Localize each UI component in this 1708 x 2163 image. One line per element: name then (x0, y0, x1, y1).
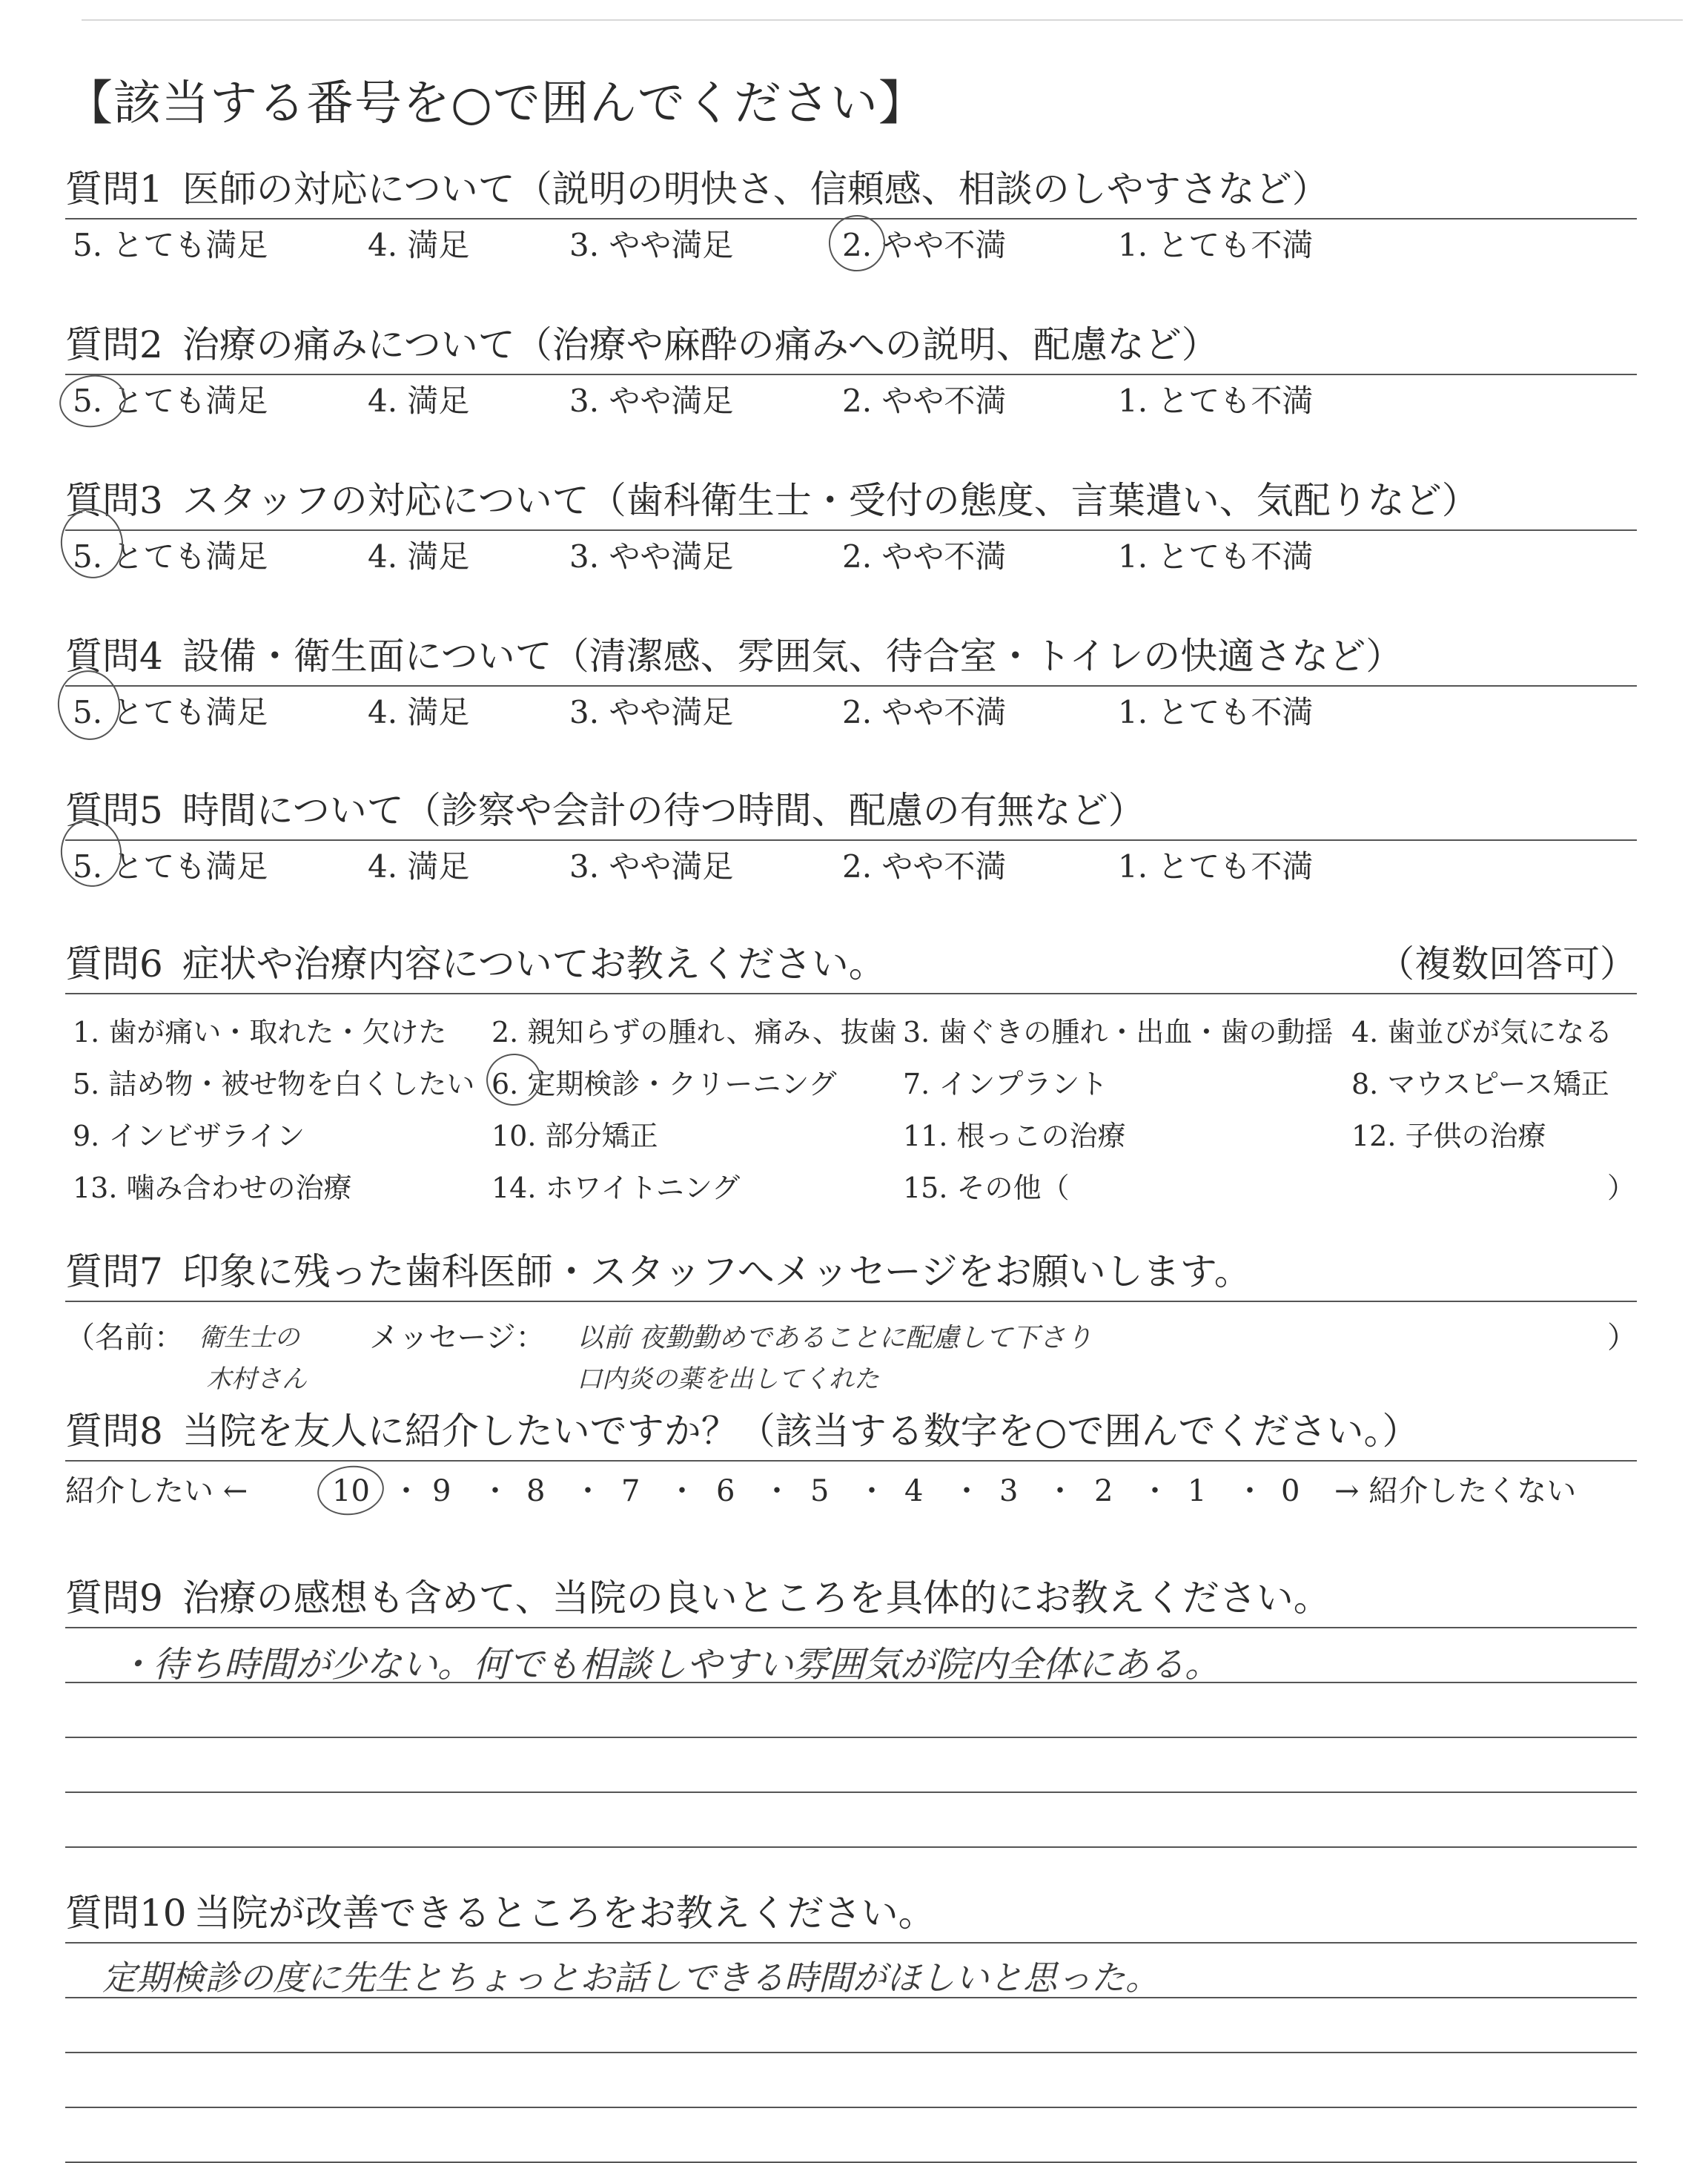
option-3[interactable]: 3. やや満足 (569, 694, 734, 730)
rating-options (65, 687, 1637, 739)
scale-dot: ・ (762, 1474, 792, 1508)
option-1[interactable]: 1. とても不満 (1118, 538, 1314, 575)
scale-dot: ・ (1235, 1474, 1265, 1508)
scale-dot: ・ (391, 1474, 421, 1508)
symptom-option[interactable]: 10. 部分矯正 (491, 1120, 658, 1152)
scale-value[interactable]: 3 (999, 1474, 1019, 1508)
scale-value[interactable]: 6 (716, 1474, 735, 1508)
option-1[interactable]: 1. とても不満 (1118, 383, 1314, 419)
symptom-option[interactable]: 13. 噛み合わせの治療 (73, 1172, 352, 1204)
option-5[interactable]: 5. とても満足 (73, 694, 268, 730)
option-4[interactable]: 4. 満足 (368, 694, 470, 730)
question-title: 設備・衛生面について（清潔感、雰囲気、待合室・トイレの快適さなど） (182, 635, 1403, 678)
scale-value[interactable]: 10 (332, 1474, 370, 1508)
page-header: 【該当する番号を○で囲んでください】 (65, 76, 927, 131)
question-number: 質問4 (65, 635, 163, 678)
scale-right-label: → 紹介したくない (1334, 1474, 1577, 1508)
option-2[interactable]: 2. やや不満 (842, 538, 1007, 575)
answer-line (65, 1942, 1637, 1944)
symptom-option[interactable]: 9. インビザライン (73, 1120, 305, 1152)
option-5[interactable]: 5. とても満足 (73, 383, 268, 419)
symptom-option[interactable]: 8. マウスピース矯正 (1351, 1068, 1609, 1100)
message-value[interactable]: 以前 夜勤勤めであることに配慮して下さり (577, 1323, 1093, 1353)
answer-line (65, 1737, 1637, 1738)
option-2[interactable]: 2. やや不満 (842, 694, 1007, 730)
question-title: 治療の痛みについて（治療や麻酔の痛みへの説明、配慮など） (182, 323, 1219, 366)
scale-value[interactable]: 0 (1281, 1474, 1300, 1508)
option-3[interactable]: 3. やや満足 (569, 538, 734, 575)
name-value[interactable]: 衛生士の (199, 1323, 299, 1353)
name-value[interactable]: 木村さん (206, 1364, 307, 1394)
question-6 (65, 938, 1637, 1202)
option-5[interactable]: 5. とても満足 (73, 538, 268, 575)
option-2[interactable]: 2. やや不満 (842, 227, 1007, 263)
option-4[interactable]: 4. 満足 (368, 383, 470, 419)
scale-value[interactable]: 5 (810, 1474, 830, 1508)
scale-value[interactable]: 8 (526, 1474, 546, 1508)
option-4[interactable]: 4. 満足 (368, 848, 470, 885)
symptom-option[interactable]: 2. 親知らずの腫れ、痛み、抜歯 (491, 1016, 897, 1049)
option-4[interactable]: 4. 満足 (368, 227, 470, 263)
scale-value[interactable]: 2 (1094, 1474, 1113, 1508)
scale-dot: ・ (480, 1474, 510, 1508)
question-number: 質問6 (65, 942, 163, 985)
question-5 (65, 785, 1637, 893)
other-close-paren: ） (1607, 1172, 1636, 1204)
answer-line (65, 1792, 1637, 1793)
symptom-option[interactable]: 5. 詰め物・被せ物を白くしたい (73, 1068, 475, 1100)
option-5[interactable]: 5. とても満足 (73, 848, 268, 885)
question-2 (65, 319, 1637, 427)
symptom-option[interactable]: 4. 歯並びが気になる (1351, 1016, 1613, 1049)
option-4[interactable]: 4. 満足 (368, 538, 470, 575)
good-points-answer[interactable]: ・待ち時間が少ない。何でも相談しやすい雰囲気が院内全体にある。 (117, 1644, 1221, 1685)
question-number: 質問3 (65, 479, 163, 522)
symptom-option[interactable]: 15. その他（ (903, 1172, 1070, 1204)
symptom-option[interactable]: 14. ホワイトニング (491, 1172, 741, 1204)
symptom-option[interactable]: 11. 根っこの治療 (903, 1120, 1126, 1152)
question-number: 質問1 (65, 168, 163, 211)
scale-value[interactable]: 9 (432, 1474, 451, 1508)
option-3[interactable]: 3. やや満足 (569, 383, 734, 419)
question-title: 治療の感想も含めて、当院の良いところを具体的にお教えください。 (182, 1576, 1331, 1619)
question-title: 当院が改善できるところをお教えください。 (193, 1892, 936, 1935)
option-2[interactable]: 2. やや不満 (842, 383, 1007, 419)
question-1 (65, 163, 1637, 271)
option-5[interactable]: 5. とても満足 (73, 227, 268, 263)
rating-options (65, 219, 1637, 271)
symptom-option[interactable]: 12. 子供の治療 (1351, 1120, 1546, 1152)
question-7 (65, 1246, 1637, 1394)
answer-line (65, 2052, 1637, 2053)
scale-left-label: 紹介したい ← (65, 1474, 248, 1508)
symptom-options (65, 994, 1637, 1202)
answer-line (65, 2107, 1637, 2108)
scale-value[interactable]: 4 (904, 1474, 924, 1508)
question-9 (65, 1572, 1637, 1848)
question-number: 質問10 (65, 1892, 187, 1935)
question-title: 時間について（診察や会計の待つ時間、配慮の有無など） (182, 789, 1145, 832)
rating-options (65, 531, 1637, 583)
answer-line (65, 1846, 1637, 1848)
scale-dot: ・ (857, 1474, 887, 1508)
scale-dot: ・ (952, 1474, 982, 1508)
question-number: 質問9 (65, 1576, 163, 1619)
question-number: 質問7 (65, 1250, 163, 1293)
question-number: 質問8 (65, 1410, 163, 1453)
option-3[interactable]: 3. やや満足 (569, 848, 734, 885)
top-rule (82, 19, 1683, 21)
scale-dot: ・ (573, 1474, 603, 1508)
scale-value[interactable]: 1 (1188, 1474, 1207, 1508)
option-2[interactable]: 2. やや不満 (842, 848, 1007, 885)
symptom-option[interactable]: 6. 定期検診・クリーニング (491, 1068, 837, 1100)
option-1[interactable]: 1. とても不満 (1118, 694, 1314, 730)
selection-circle (314, 1462, 387, 1519)
scale-dot: ・ (1140, 1474, 1170, 1508)
question-title: 医師の対応について（説明の明快さ、信頼感、相談のしやすさなど） (182, 168, 1329, 211)
option-1[interactable]: 1. とても不満 (1118, 848, 1314, 885)
question-title: 症状や治療内容についてお教えください。 (182, 942, 886, 985)
answer-line (65, 1627, 1637, 1628)
rating-options (65, 841, 1637, 893)
message-row (65, 1302, 1637, 1394)
scale-dot: ・ (1045, 1474, 1075, 1508)
scale-dot: ・ (667, 1474, 697, 1508)
symptom-option[interactable]: 1. 歯が痛い・取れた・欠けた (73, 1016, 447, 1049)
question-4 (65, 630, 1637, 739)
message-label: メッセージ： (369, 1321, 546, 1355)
symptom-option[interactable]: 7. インプラント (903, 1068, 1108, 1100)
option-3[interactable]: 3. やや満足 (569, 227, 734, 263)
question-number: 質問2 (65, 323, 163, 366)
question-title: 印象に残った歯科医師・スタッフへメッセージをお願いします。 (182, 1250, 1251, 1293)
multi-answer-note: （複数回答可） (1377, 942, 1637, 985)
question-number: 質問5 (65, 789, 163, 832)
question-title: スタッフの対応について（歯科衛生士・受付の態度、言葉遣い、気配りなど） (182, 479, 1479, 522)
symptom-option[interactable]: 3. 歯ぐきの腫れ・出血・歯の動揺 (903, 1016, 1334, 1049)
close-paren: ） (1607, 1321, 1637, 1355)
name-label: （名前： (65, 1321, 184, 1355)
question-3 (65, 475, 1637, 583)
scale-value[interactable]: 7 (621, 1474, 640, 1508)
message-value[interactable]: 口内炎の薬を出してくれた (577, 1364, 879, 1394)
question-8 (65, 1405, 1637, 1521)
recommend-scale (65, 1462, 1637, 1521)
improvement-answer[interactable]: 定期検診の度に先生とちょっとお話しできる時間がほしいと思った。 (102, 1958, 1159, 1998)
rating-options (65, 375, 1637, 427)
option-1[interactable]: 1. とても不満 (1118, 227, 1314, 263)
question-10 (65, 1887, 1637, 2163)
question-title: 当院を友人に紹介したいですか？（該当する数字を○で囲んでください。） (182, 1410, 1420, 1453)
